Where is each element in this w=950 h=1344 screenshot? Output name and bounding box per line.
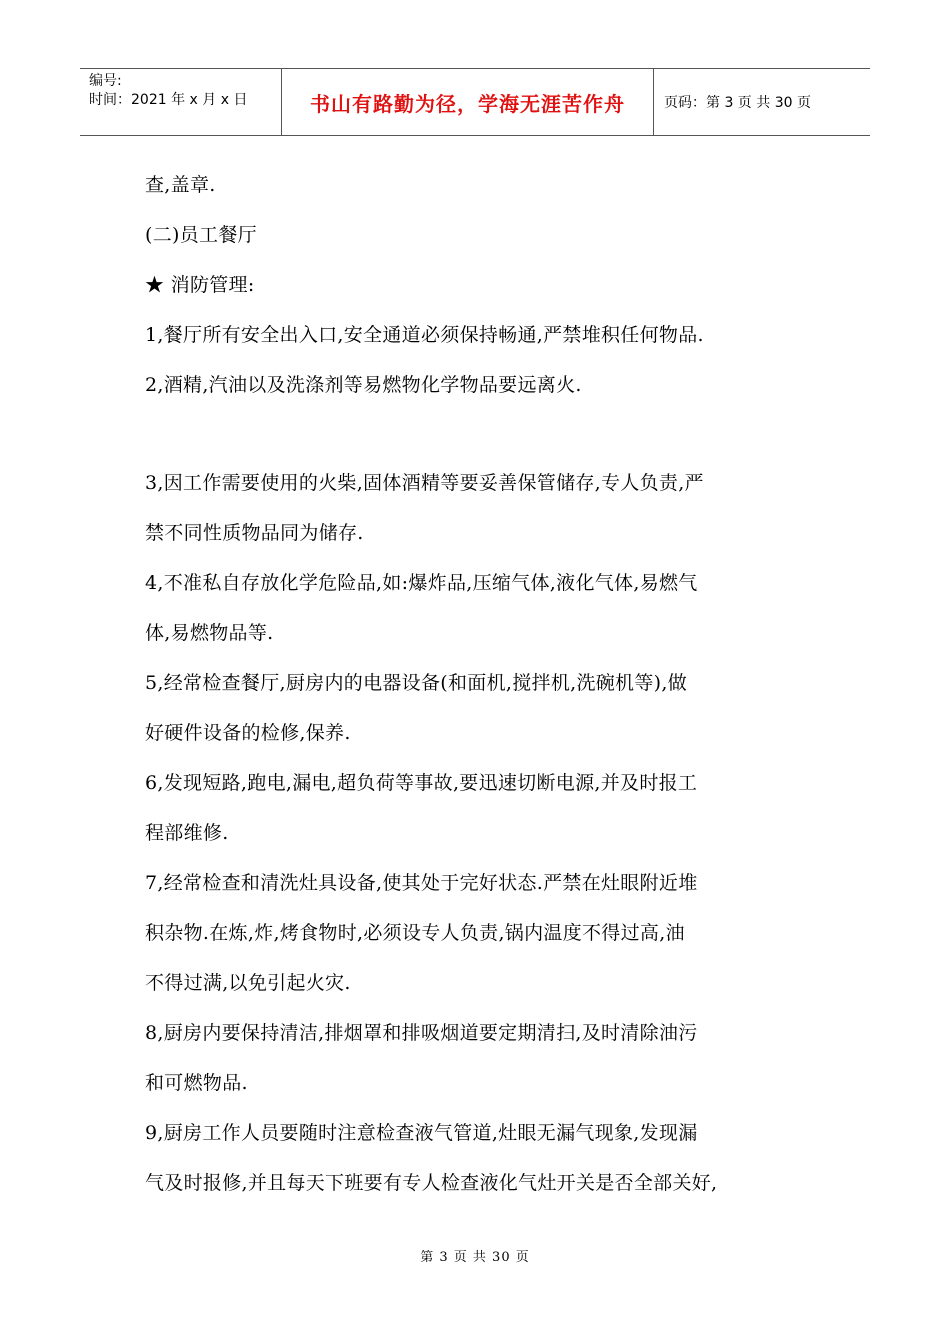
- body-line: 8,厨房内要保持清洁,排烟罩和排吸烟道要定期清扫,及时清除油污: [145, 1022, 698, 1044]
- body-line: 3,因工作需要使用的火柴,固体酒精等要妥善保管储存,专人负责,严: [145, 472, 704, 494]
- body-line: 1,餐厅所有安全出入口,安全通道必须保持畅通,严禁堆积任何物品.: [145, 324, 704, 346]
- body-line: 4,不准私自存放化学危险品,如:爆炸品,压缩气体,液化气体,易燃气: [145, 572, 698, 594]
- document-date-label: 时间：2021 年 x 月 x 日: [89, 92, 248, 108]
- section-heading: (二)员工餐厅: [145, 224, 257, 246]
- body-line: 好硬件设备的检修,保养.: [145, 722, 351, 744]
- body-line: 程部维修.: [145, 822, 229, 844]
- page-footer: 第 3 页 共 30 页: [420, 1250, 530, 1265]
- body-line: 体,易燃物品等.: [145, 622, 274, 644]
- body-line: 不得过满,以免引起火灾.: [145, 972, 351, 994]
- body-line: 查,盖章.: [145, 174, 216, 196]
- body-line: 2,酒精,汽油以及洗涤剂等易燃物化学物品要远离火.: [145, 374, 582, 396]
- body-line: 气及时报修,并且每天下班要有专人检查液化气灶开关是否全部关好,: [145, 1172, 718, 1194]
- subsection-heading: ★ 消防管理:: [145, 274, 255, 296]
- document-number-label: 编号:: [89, 73, 122, 89]
- body-line: 6,发现短路,跑电,漏电,超负荷等事故,要迅速切断电源,并及时报工: [145, 772, 698, 794]
- page-header: [80, 68, 870, 136]
- paragraph-gap: [145, 410, 815, 458]
- body-line: 5,经常检查餐厅,厨房内的电器设备(和面机,搅拌机,洗碗机等),做: [145, 672, 688, 694]
- body-line: 和可燃物品.: [145, 1072, 248, 1094]
- header-slogan: 书山有路勤为径，学海无涯苦作舟: [282, 69, 654, 135]
- header-meta: [80, 69, 282, 135]
- body-line: 禁不同性质物品同为储存.: [145, 522, 364, 544]
- body-line: 7,经常检查和清洗灶具设备,使其处于完好状态.严禁在灶眼附近堆: [145, 872, 698, 894]
- body-line: 9,厨房工作人员要随时注意检查液气管道,灶眼无漏气现象,发现漏: [145, 1122, 698, 1144]
- document-body: [145, 160, 815, 1208]
- header-page-info: 页码：第 3 页 共 30 页: [664, 95, 811, 111]
- body-line: 积杂物.在炼,炸,烤食物时,必须设专人负责,锅内温度不得过高,油: [145, 922, 685, 944]
